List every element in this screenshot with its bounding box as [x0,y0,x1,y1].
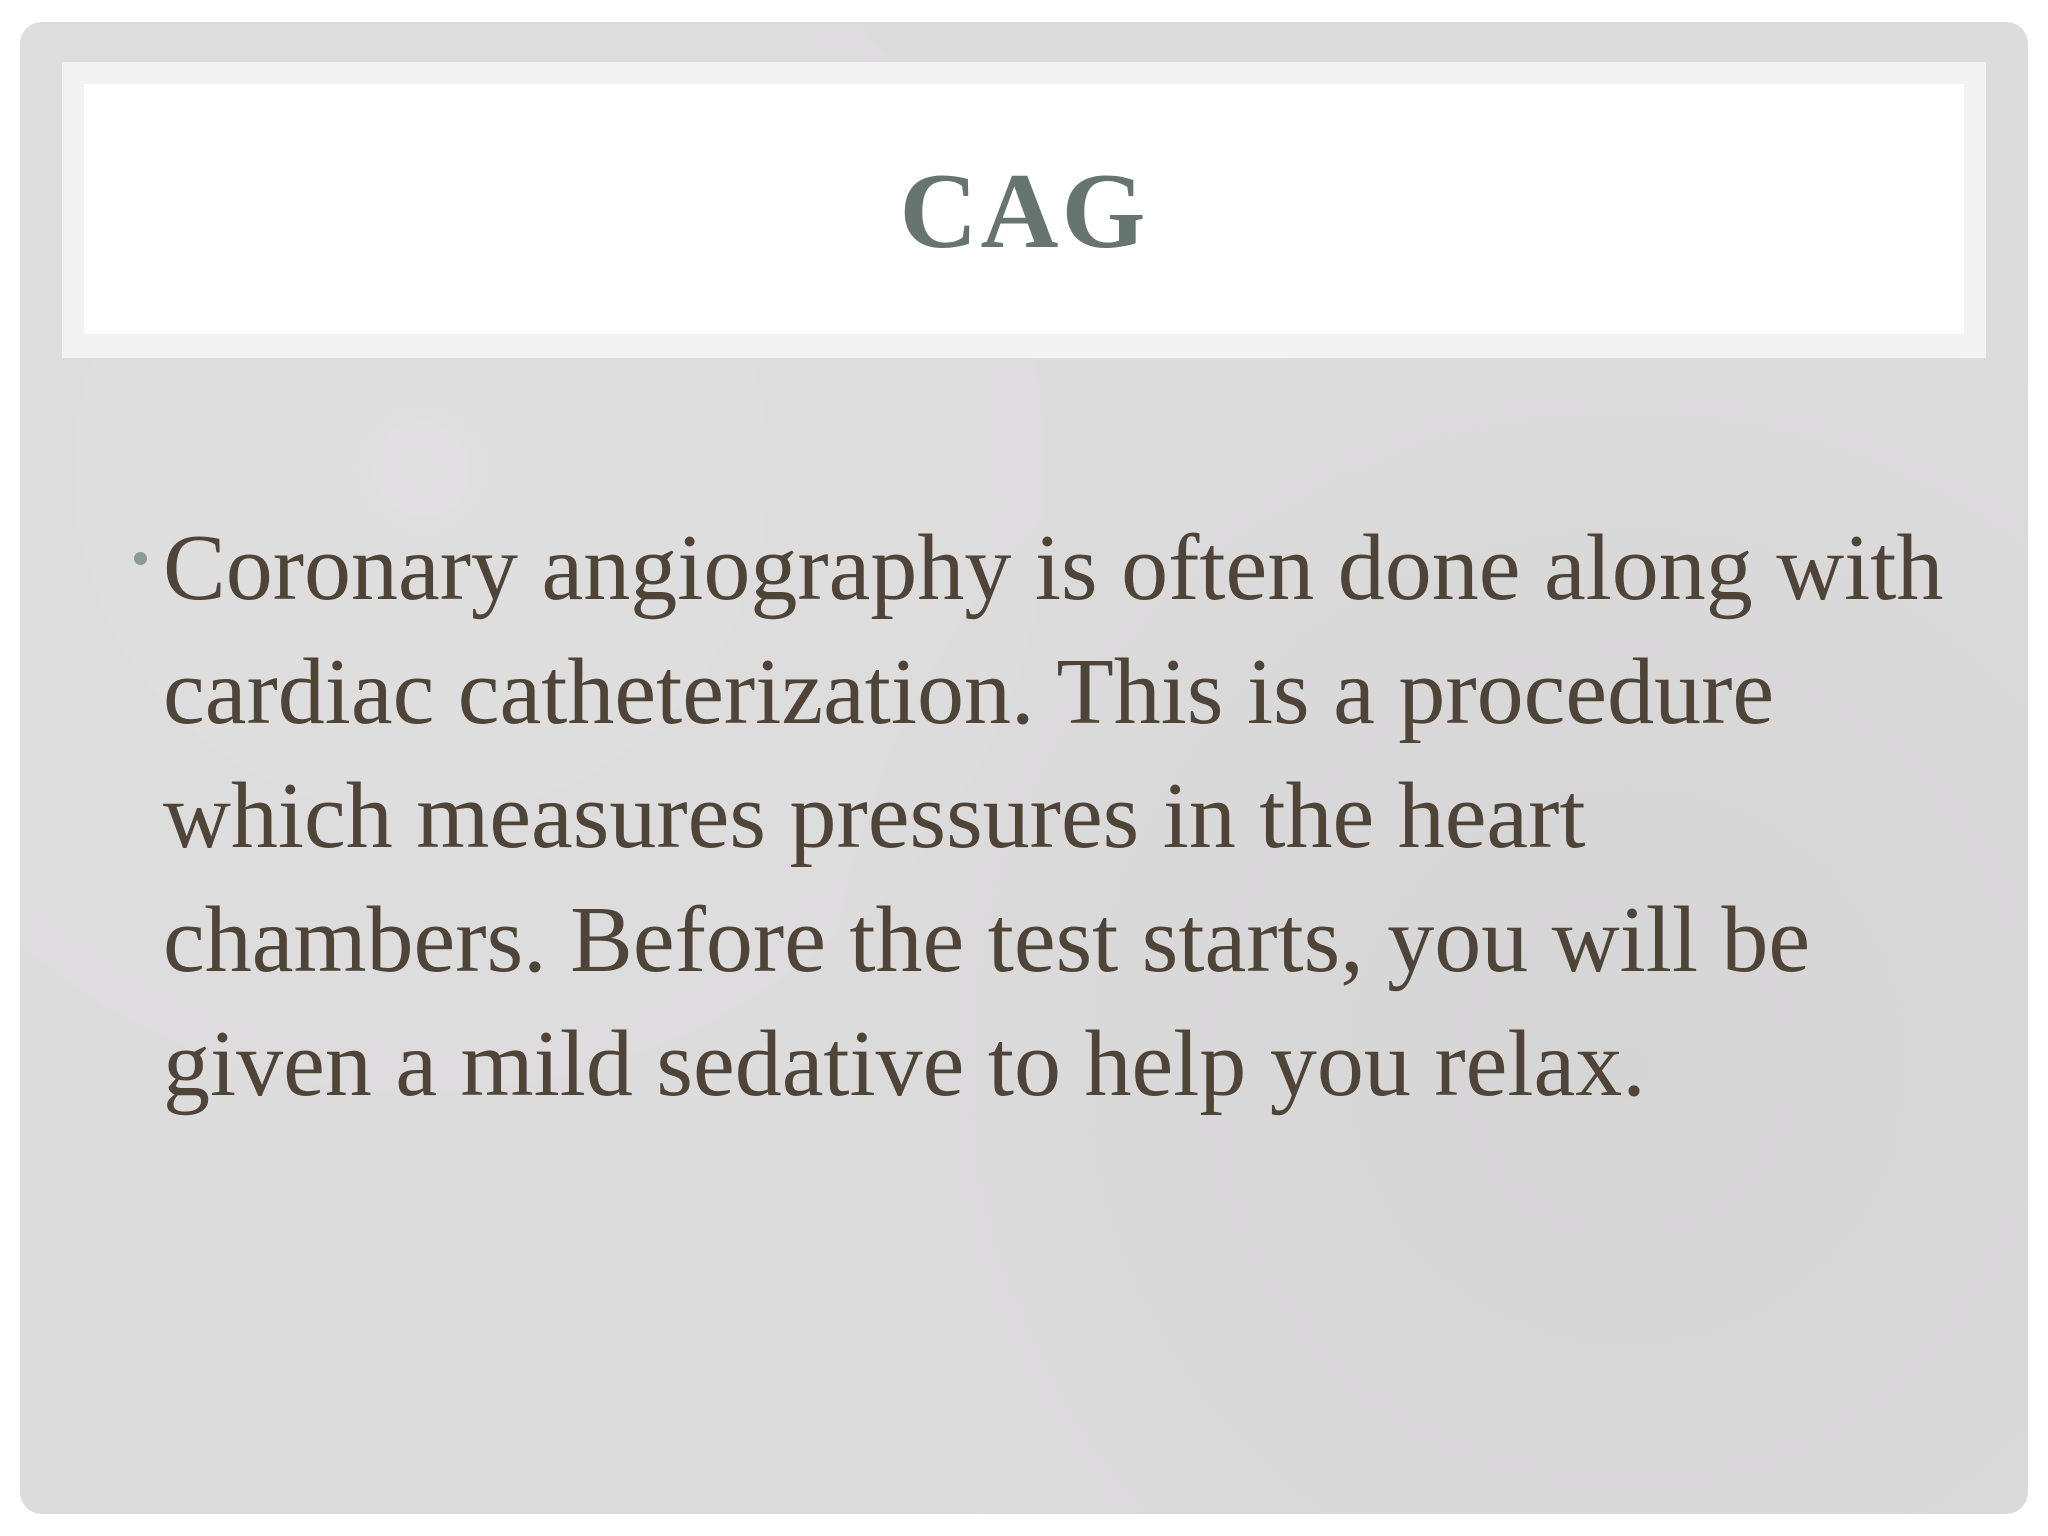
bullet-dot-icon [134,552,147,565]
slide-title: CAG [899,152,1149,271]
bullet-text: Coronary angiography is often done along with cardiac catheterization. This is a procedure which measures pressures in the heart chambers. Before the test starts, you will be given a mild sedative to help you relax. [163,516,1944,1116]
bullet-item [134,506,1954,1126]
slide-content [134,506,1954,1126]
title-box [84,84,1964,334]
